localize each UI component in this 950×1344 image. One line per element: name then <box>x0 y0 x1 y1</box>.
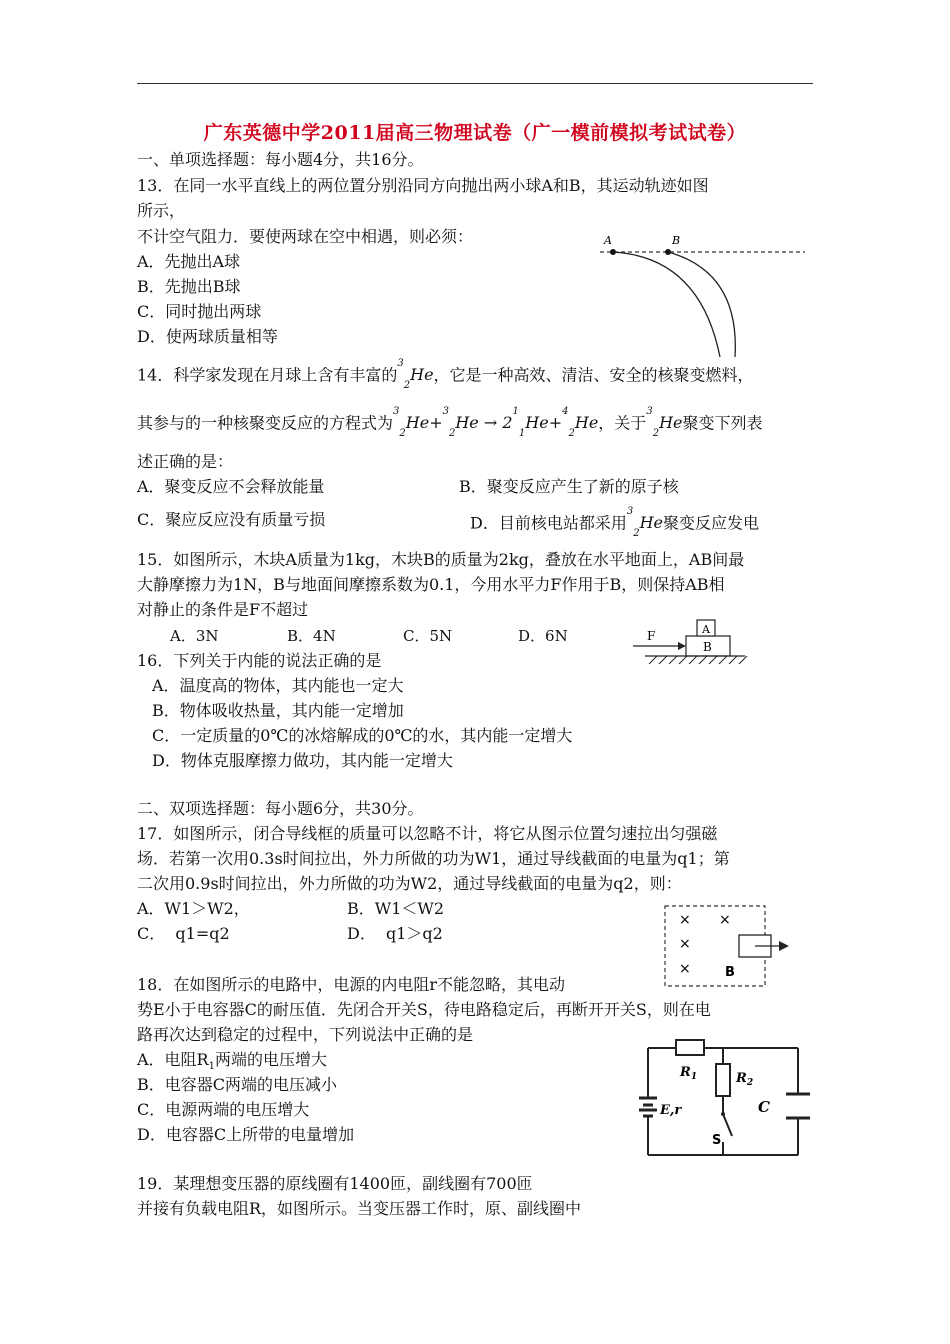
q17-stem-line1: 17．如图所示，闭合导线框的质量可以忽略不计，将它从图示位置匀速拉出匀强磁 <box>137 824 718 843</box>
q14-option-c: C．聚应反应没有质量亏损 <box>137 510 326 529</box>
q18-option-c: C．电源两端的电压增大 <box>137 1100 310 1119</box>
q18-option-b: B．电容器C两端的电压减小 <box>137 1075 338 1094</box>
q17-field-cross: × <box>719 912 731 928</box>
q13-stem-line1: 13．在同一水平直线上的两位置分别沿同方向抛出两小球A和B，其运动轨迹如图 <box>137 176 709 195</box>
q18-figure-r2-label: $R_2$ <box>736 1071 754 1088</box>
q15-option-a: A．3N <box>170 627 219 645</box>
q13-option-b: B．先抛出B球 <box>137 277 241 296</box>
q15-option-d: D．6N <box>518 627 568 645</box>
q13-figure-label-a: A <box>604 234 612 247</box>
q15-figure-block-b: B <box>703 640 712 654</box>
q18-option-a: A．电阻$R_1$两端的电压增大 <box>137 1050 327 1073</box>
q17-magnetic-field-figure <box>655 902 800 990</box>
q14-stem-line3: 述正确的是： <box>137 452 234 471</box>
q15-figure-block-a: A <box>702 623 710 636</box>
q19-stem-line1: 19．某理想变压器的原线圈有1400匝，副线圈有700匝 <box>137 1174 533 1193</box>
q13-stem-line3: 不计空气阻力．要使两球在空中相遇，则必须： <box>137 227 474 246</box>
q18-figure-r1-label: $R_1$ <box>680 1065 698 1082</box>
q15-option-c: C．5N <box>403 627 453 645</box>
q16-option-d: D．物体克服摩擦力做功，其内能一定增大 <box>152 751 453 770</box>
q17-stem-line2: 场．若第一次用0.3s时间拉出，外力所做的功为W1，通过导线截面的电量为q1；第 <box>137 849 730 868</box>
q18-stem-line3: 路再次达到稳定的过程中，下列说法中正确的是 <box>137 1025 474 1044</box>
page-title: 广东英德中学2011届高三物理试卷（广一模前模拟考试试卷） <box>203 122 747 144</box>
q15-figure-force-label: F <box>647 629 656 643</box>
q13-option-a: A．先抛出A球 <box>137 252 241 271</box>
header-rule <box>137 83 813 84</box>
q15-blocks-figure <box>625 612 755 674</box>
q16-option-b: B．物体吸收热量，其内能一定增加 <box>152 701 404 720</box>
q17-field-label: B <box>725 965 735 980</box>
q14-stem-line2: 其参与的一种核聚变反应的方程式为$^3_2He+^3_2He \to 2^1_1He+^4_2He$，关于$^3_2$He聚变下列表 <box>137 406 763 439</box>
q18-circuit-figure <box>638 1032 818 1162</box>
q15-stem-line3: 对静止的条件是F不超过 <box>137 600 309 619</box>
q18-figure-switch-label: S <box>712 1133 722 1148</box>
q18-stem-line2: 势E小于电容器C的耐压值．先闭合开关S，待电路稳定后，再断开开关S，则在电 <box>137 1000 711 1019</box>
fusion-equation: $^3_2He+^3_2He \to 2^1_1He+^4_2He$ <box>393 406 599 439</box>
q19-stem-line2: 并接有负载电阻R，如图所示。当变压器工作时，原、副线圈中 <box>137 1199 582 1218</box>
q13-figure-label-b: B <box>672 234 681 247</box>
q17-field-cross: × <box>679 912 691 928</box>
q17-option-d: D． q1＞q2 <box>347 924 443 943</box>
section-1-heading: 一、单项选择题：每小题4分，共16分。 <box>137 150 424 169</box>
q13-trajectory-figure <box>580 232 820 372</box>
q17-option-b: B．W1＜W2 <box>347 899 445 918</box>
q14-stem-line1: 14．科学家发现在月球上含有丰富的$^3_2$He，它是一种高效、清洁、安全的核聚变燃料， <box>137 358 754 391</box>
q17-stem-line3: 二次用0.9s时间拉出，外力所做的功为W2，通过导线截面的电量为q2，则： <box>137 874 682 893</box>
q16-stem: 16．下列关于内能的说法正确的是 <box>137 651 382 670</box>
q16-option-a: A．温度高的物体，其内能也一定大 <box>152 676 404 695</box>
q17-field-cross: × <box>679 961 691 977</box>
q14-option-b: B．聚变反应产生了新的原子核 <box>459 477 679 496</box>
q13-option-d: D．使两球质量相等 <box>137 327 278 346</box>
q13-option-c: C．同时抛出两球 <box>137 302 262 321</box>
q17-option-a: A．W1＞W2， <box>137 899 250 918</box>
q17-option-c: C． q1=q2 <box>137 924 230 943</box>
q14-option-a: A．聚变反应不会释放能量 <box>137 477 325 496</box>
q15-option-b: B．4N <box>287 627 336 645</box>
q15-stem-line2: 大静摩擦力为1N，B与地面间摩擦系数为0.1，今用水平力F作用于B，则保持AB相 <box>137 575 725 594</box>
q17-field-cross: × <box>679 936 691 952</box>
q18-figure-source-label: E,r <box>660 1103 682 1118</box>
q16-option-c: C．一定质量的0℃的冰熔解成的0℃的水，其内能一定增大 <box>152 726 573 745</box>
q15-stem-line1: 15．如图所示，木块A质量为1kg，木块B的质量为2kg，叠放在水平地面上，AB间最 <box>137 550 745 569</box>
q14-option-d: D．目前核电站都采用$^3_2$He聚变反应发电 <box>470 506 760 539</box>
q18-stem-line1: 18．在如图所示的电路中，电源的内电阻r不能忽略，其电动 <box>137 975 566 994</box>
q18-option-d: D．电容器C上所带的电量增加 <box>137 1125 355 1144</box>
section-2-heading: 二、双项选择题：每小题6分，共30分。 <box>137 799 424 818</box>
q13-stem-line2: 所示， <box>137 201 186 220</box>
q18-figure-capacitor-label: C <box>758 1098 770 1116</box>
